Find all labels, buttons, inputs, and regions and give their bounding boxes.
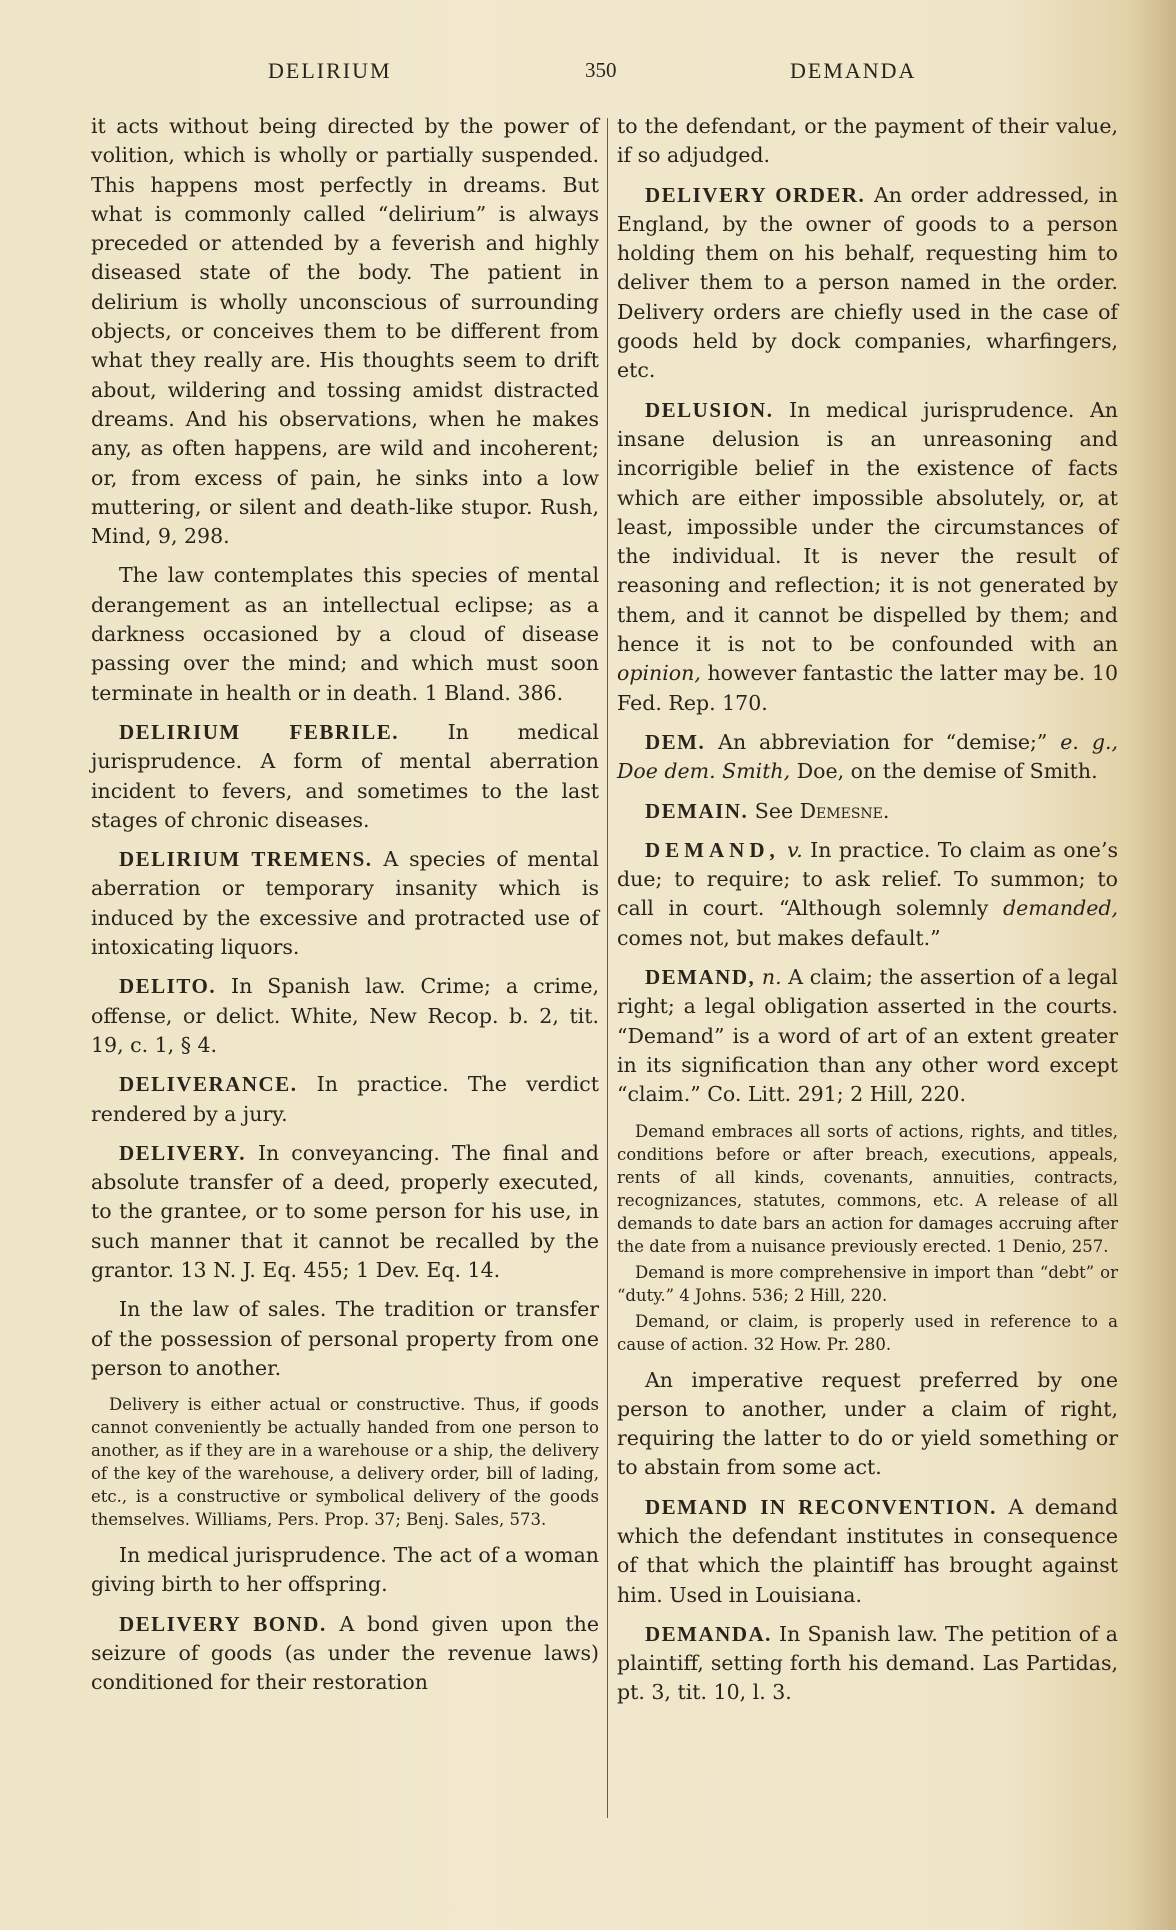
entry-delirium-paragraph: The law contemplates this species of mental derangement as an intellectual eclipse; as a darkness occasioned by a cloud of disease passing over the mind; and which must soon terminate in health or in death. 1 Bland. 386. <box>91 563 599 705</box>
definition: comes not, but makes default.” <box>617 925 941 950</box>
headword: DEMAND, <box>645 965 756 990</box>
entry-demand-verb <box>617 836 1118 953</box>
entry-delivery-medical: In medical jurisprudence. The act of a woman giving birth to her offspring. <box>91 1543 599 1597</box>
definition: In medical jurisprudence. An insane delusion is an unreasoning and incorrigible belief in the existence of facts which are either impossible absolutely, or, at least, impossible under the circumstances of the individual. It is never the result of reasoning and reflection; it is not generated by them, and it cannot be dispelled by them; and hence it is not to be confounded with an <box>617 397 1118 657</box>
headword: DEMAIN. <box>645 798 749 823</box>
definition: In practice. The verdict rendered by a jury. <box>91 1072 599 1126</box>
header-left-guide-word: DELIRIUM <box>268 58 392 83</box>
header-right-guide-word: DEMANDA <box>790 58 917 83</box>
part-of-speech: n. <box>761 965 782 990</box>
definition: A bond given upon the seizure of goods (as under the revenue laws) conditioned for their restoration <box>91 1611 599 1695</box>
entry-deliverance <box>91 1070 599 1129</box>
entry-delito <box>91 972 599 1060</box>
definition: In Spanish law. Crime; a crime, offense, or delict. White, New Recop. b. 2, tit. 19, c. 1, § 4. <box>91 974 599 1057</box>
left-column <box>91 112 599 1708</box>
running-header <box>0 58 1176 98</box>
definition: An abbreviation for “demise;” <box>718 729 1048 754</box>
headword: DELIVERY ORDER. <box>645 182 866 207</box>
headword: DEMAND, <box>645 837 780 862</box>
entry-demand-note-2: Demand is more comprehensive in import than “debt” or “duty.” 4 Johns. 536; 2 Hill, 220. <box>617 1262 1118 1305</box>
entry-delivery-order <box>617 181 1118 386</box>
page-number: 350 <box>585 58 617 82</box>
entry-delivery-bond <box>91 1610 599 1698</box>
definition: however fantastic the latter may be. 10 Fed. Rep. 170. <box>617 661 1118 715</box>
definition: A claim; the assertion of a legal right; a legal obligation asserted in the courts. “Demand” is a word of art of an extent greater in its signification than any other word except “claim.” Co. Litt. 291; 2 Hill, 220. <box>617 965 1118 1107</box>
entry-delirium-febrile <box>91 718 599 835</box>
headword: DELIRIUM FEBRILE. <box>119 719 399 744</box>
entry-demand-noun <box>617 963 1118 1109</box>
headword: DELIVERANCE. <box>119 1072 298 1097</box>
definition: A species of mental aberration or temporary insanity which is induced by the excessive and protracted use of intoxicating liquors. <box>91 847 599 960</box>
entry-delivery <box>91 1139 599 1285</box>
entry-delivery-note: Delivery is either actual or constructive. Thus, if goods cannot conveniently be actually handed from one person to another, as if they are in a warehouse or a ship, the delivery of the key of the warehouse, a delivery order, bill of lading, etc., is a constructive or symbolical delivery of the goods themselves. Williams, Pers. Prop. 37; Benj. Sales, 573. <box>91 1395 599 1530</box>
entry-delivery-sales: In the law of sales. The tradition or transfer of the possession of personal property from one person to another. <box>91 1297 599 1380</box>
entry-demand-imperative: An imperative request preferred by one person to another, under a claim of right, requiring the latter to do or yield something or to abstain from some act. <box>617 1367 1118 1480</box>
entry-demanda <box>617 1620 1118 1708</box>
entry-delusion <box>617 396 1118 718</box>
entry-delivery-bond-continued: to the defendant, or the payment of their value, if so adjudged. <box>617 114 1118 168</box>
headword: DEMAND IN RECONVENTION. <box>645 1494 997 1519</box>
definition-italic: e. g., Doe dem. Smith, <box>617 729 1118 784</box>
headword: DEMANDA. <box>645 1621 772 1646</box>
headword: DELIVERY BOND. <box>119 1611 327 1636</box>
definition-italic: demanded, <box>1002 896 1118 921</box>
definition: Doe, on the demise of Smith. <box>796 759 1098 784</box>
entry-demand-in-reconvention <box>617 1493 1118 1610</box>
column-divider <box>607 118 608 1818</box>
entry-delirium-continued: it acts without being directed by the power of volition, which is wholly or partially suspended. This happens most perfectly in dreams. But what is commonly called “delirium” is always preceded or attended by a feverish and highly diseased state of the body. The patient in delirium is wholly unconscious of surrounding objects, or conceives them to be different from what they really are. His thoughts seem to drift about, wildering and tossing amidst distracted dreams. And his observations, when he makes any, as often happens, are wild and incoherent; or, from excess of pain, he sinks into a low muttering, or silent and death-like stupor. Rush, Mind, 9, 298. <box>91 114 599 549</box>
definition: An order addressed, in England, by the owner of goods to a person holding them on his behalf, requesting him to deliver them to a person named in the order. Delivery orders are chiefly used in the case of goods held by dock companies, wharfingers, etc. <box>617 182 1118 383</box>
definition: In Spanish law. The petition of a plaintiff, setting forth his demand. Las Partidas, pt. 3, tit. 10, l. 3. <box>617 1621 1118 1705</box>
entry-demain <box>617 797 1118 826</box>
entry-demand-note-3: Demand, or claim, is properly used in reference to a cause of action. 32 How. Pr. 280. <box>617 1311 1118 1354</box>
headword: DELITO. <box>119 974 217 999</box>
entry-dem <box>617 728 1118 787</box>
entry-demand-note-1: Demand embraces all sorts of actions, rights, and titles, conditions before or after breach, executions, appeals, rents of all kinds, covenants, annuities, contracts, recognizances, statutes, commons, etc. A release of all demands to date bars an action for damages accruing after the date from a nuisance previously erected. 1 Denio, 257. <box>617 1121 1118 1256</box>
definition: In conveyancing. The final and absolute transfer of a deed, properly executed, to the grantee, or to some person for his use, in such manner that it cannot be recalled by the grantor. 13 N. J. Eq. 455; 1 Dev. Eq. 14. <box>91 1140 599 1282</box>
entry-delirium-tremens <box>91 845 599 962</box>
headword: DELIRIUM TREMENS. <box>119 847 373 872</box>
definition: A demand which the defendant institutes in consequence of that which the plaintiff has brought against him. Used in Louisiana. <box>617 1494 1118 1607</box>
right-column <box>617 112 1118 1718</box>
part-of-speech: v. <box>787 837 803 862</box>
definition-italic: opinion, <box>617 661 701 686</box>
definition: In medical jurisprudence. A form of mental aberration incident to fevers, and sometimes to the last stages of chronic diseases. <box>91 719 599 832</box>
headword: DEM. <box>645 729 706 754</box>
headword: DELIVERY. <box>119 1140 246 1165</box>
definition: In practice. To claim as one’s due; to require; to ask relief. To summon; to call in court. “Although solemnly <box>617 837 1118 921</box>
cross-reference: Demesne. <box>799 798 890 823</box>
definition: See <box>754 798 794 823</box>
headword: DELUSION. <box>645 397 774 422</box>
